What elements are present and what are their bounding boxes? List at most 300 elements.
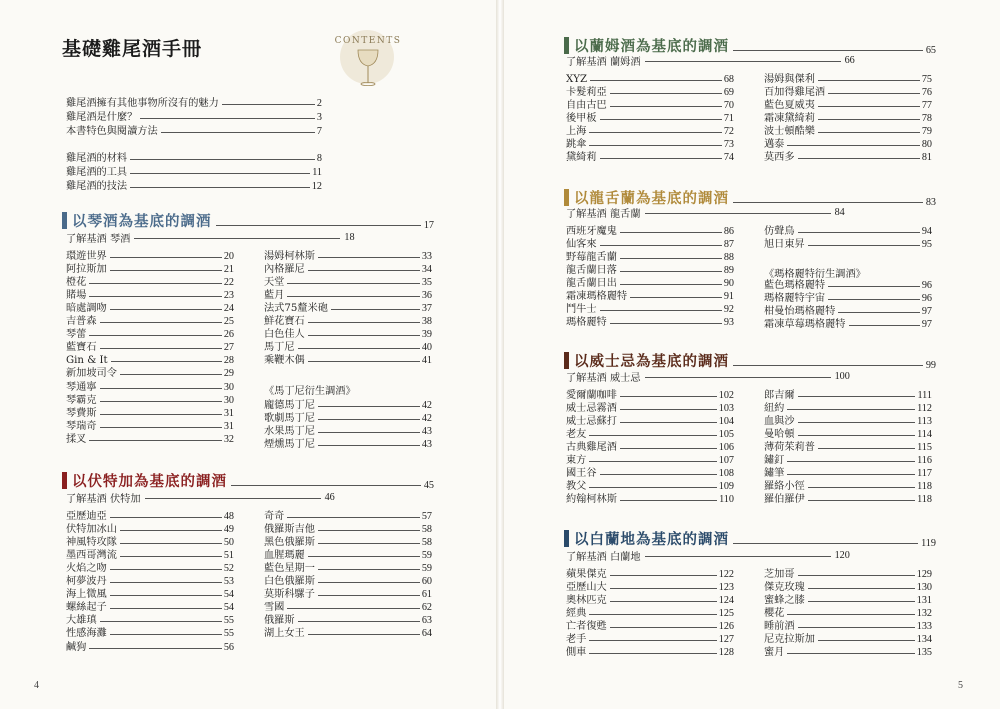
toc-entry <box>66 315 234 328</box>
entry-page: 59 <box>421 563 432 575</box>
leader-line <box>318 530 420 531</box>
entry-page: 56 <box>223 641 234 653</box>
toc-entry <box>66 575 234 588</box>
entry-label: 琴瑞奇 <box>66 420 97 432</box>
toc-entry <box>764 279 932 292</box>
base-spirit-page: 84 <box>834 206 845 218</box>
entry-page: 54 <box>223 602 234 614</box>
left-page <box>0 0 496 709</box>
entry-page: 61 <box>421 589 432 601</box>
entry-label: 奇奇 <box>264 511 285 522</box>
leader-line <box>287 283 419 284</box>
toc-entry <box>764 441 932 454</box>
leader-line <box>89 648 221 649</box>
leader-line <box>589 653 716 654</box>
entry-label: 雞尾酒擁有其他事物所沒有的魅力 <box>66 98 219 109</box>
toc-entry <box>264 341 432 354</box>
toc-entry <box>566 402 734 415</box>
leader-line <box>808 500 915 501</box>
leader-line <box>787 614 914 615</box>
entry-page: 59 <box>421 550 432 562</box>
entry-page: 108 <box>718 468 734 480</box>
leader-line <box>287 517 419 518</box>
section-title: 以伏特加為基底的調酒 <box>72 472 227 490</box>
entry-page: 69 <box>723 87 734 99</box>
entry-label: 俄羅斯 <box>264 615 295 627</box>
toc-entry <box>66 289 234 302</box>
toc-entry <box>264 399 432 412</box>
toc-entry <box>264 315 432 328</box>
entry-page: 48 <box>223 511 234 522</box>
leader-line <box>818 119 920 120</box>
entry-page: 33 <box>421 251 432 262</box>
entry-page: 34 <box>421 264 432 276</box>
page-number-left: 4 <box>34 680 39 691</box>
leader-line <box>110 569 222 570</box>
section-heading-gin <box>62 209 434 231</box>
entry-label: 白色俄羅斯 <box>264 576 315 588</box>
entry-page: 49 <box>223 524 234 536</box>
base-spirit-entry <box>566 53 855 67</box>
entry-page: 57 <box>421 511 432 522</box>
entry-label: 龍舌蘭日落 <box>566 265 617 277</box>
entry-page: 38 <box>421 316 432 328</box>
entry-page: 109 <box>718 481 734 493</box>
section-page: 119 <box>921 537 936 549</box>
base-spirit-label: 了解基酒 龍舌蘭 <box>566 208 641 220</box>
entry-label: 本書特色與閱讀方法 <box>66 126 158 137</box>
section-color-bar <box>564 189 569 206</box>
toc-entry <box>764 581 932 594</box>
toc-entry <box>566 454 734 467</box>
toc-entry <box>764 428 932 441</box>
leader-line <box>100 621 222 622</box>
entry-page: 58 <box>421 537 432 549</box>
entry-label: 藍寶石 <box>66 342 97 354</box>
toc-entry <box>566 568 734 581</box>
entry-page: 64 <box>421 628 432 640</box>
leader-line <box>808 245 920 246</box>
section-page: 65 <box>925 44 936 56</box>
leader-line <box>818 132 920 133</box>
toc-entry <box>66 601 234 614</box>
entry-label: 螺絲起子 <box>66 602 107 614</box>
entry-label: 伏特加冰山 <box>66 524 117 536</box>
toc-entry <box>566 125 734 138</box>
toc-entry <box>764 480 932 493</box>
section-color-bar <box>62 212 67 229</box>
entry-label: 邁泰 <box>764 139 785 151</box>
entry-label: 雞尾酒是什麼？ <box>66 112 138 123</box>
entry-page: 91 <box>723 291 734 303</box>
entry-page: 110 <box>719 494 734 506</box>
leader-line <box>130 173 310 174</box>
entry-label: 側車 <box>566 647 587 659</box>
entry-label: 自由古巴 <box>566 100 607 112</box>
entry-page: 60 <box>421 576 432 588</box>
entry-page: 79 <box>921 126 932 138</box>
leader-line <box>100 388 222 389</box>
toc-entry <box>66 420 234 433</box>
entry-label: 黑色俄羅斯 <box>264 537 315 549</box>
toc-entry <box>566 264 734 277</box>
entry-page: 77 <box>921 100 932 112</box>
entry-label: 揉叉 <box>66 433 87 445</box>
leader-line <box>120 543 222 544</box>
toc-entry <box>66 549 234 562</box>
entry-page: 126 <box>718 621 734 633</box>
toc-entry <box>264 289 432 302</box>
toc-entry <box>566 151 734 164</box>
entry-page: 53 <box>223 576 234 588</box>
entry-label: XYZ <box>566 74 588 85</box>
leader-line <box>308 556 420 557</box>
base-spirit-page: 66 <box>844 54 855 66</box>
entry-label: 黛綺莉 <box>566 152 597 164</box>
entry-label: 瑪格麗特宇宙 <box>764 293 826 305</box>
leader-line <box>100 414 222 415</box>
entry-page: 55 <box>223 615 234 627</box>
entry-label: 賭場 <box>66 290 87 302</box>
entry-page: 42 <box>421 413 432 425</box>
leader-line <box>589 461 716 462</box>
entry-page: 20 <box>223 251 234 262</box>
toc-entry <box>764 607 932 620</box>
entry-page: 125 <box>718 608 734 620</box>
entry-label: 睡前酒 <box>764 621 795 633</box>
toc-entry <box>764 292 932 305</box>
entry-label: 湖上女王 <box>264 628 305 640</box>
entry-label: 血腥瑪麗 <box>264 550 305 562</box>
base-spirit-label: 了解基酒 伏特加 <box>66 493 141 505</box>
toc-entry <box>764 112 932 125</box>
base-spirit-label: 了解基酒 威士忌 <box>566 372 641 384</box>
toc-entry <box>264 536 432 549</box>
leader-line <box>110 517 222 518</box>
entry-label: 吉普森 <box>66 316 97 328</box>
entry-page: 73 <box>723 139 734 151</box>
entry-page: 35 <box>421 277 432 289</box>
entry-page: 70 <box>723 100 734 112</box>
leader-line <box>110 270 222 271</box>
leader-line <box>140 118 315 119</box>
entry-label: 藍色瑪格麗特 <box>764 280 826 291</box>
leader-line <box>838 312 920 313</box>
leader-line <box>798 435 916 436</box>
base-spirit-page: 18 <box>344 231 355 243</box>
entry-page: 22 <box>223 277 234 289</box>
leader-line <box>145 498 321 499</box>
leader-line <box>610 323 722 324</box>
toc-entry <box>264 276 432 289</box>
leader-line <box>733 543 918 544</box>
leader-line <box>620 232 722 233</box>
toc-entry <box>566 620 734 633</box>
entry-label: 柑曼怡瑪格麗特 <box>764 306 836 318</box>
section-title: 以蘭姆酒為基底的調酒 <box>574 37 729 55</box>
entry-page: 31 <box>223 420 234 432</box>
leader-line <box>318 419 420 420</box>
toc-entry <box>764 125 932 138</box>
leader-line <box>787 461 915 462</box>
entry-page: 71 <box>723 113 734 125</box>
entry-page: 32 <box>223 433 234 445</box>
entry-page: 115 <box>917 442 932 454</box>
entry-page: 68 <box>723 74 734 85</box>
toc-entry <box>66 341 234 354</box>
entry-label: 曼哈頓 <box>764 429 795 441</box>
entry-label: 琴通寧 <box>66 381 97 393</box>
entry-label: 蜜蜂之膝 <box>764 595 805 607</box>
page-number-right: 5 <box>958 680 963 691</box>
leader-line <box>808 487 915 488</box>
entry-page: 42 <box>421 400 432 411</box>
leader-line <box>600 158 722 159</box>
entry-page: 134 <box>916 634 932 646</box>
entry-label: 大雄瑱 <box>66 615 97 627</box>
toc-entry <box>566 594 734 607</box>
toc-entry <box>764 454 932 467</box>
leader-line <box>318 595 420 596</box>
entry-page: 81 <box>921 152 932 164</box>
entry-label: 櫻花 <box>764 608 785 620</box>
entry-page: 129 <box>916 569 932 580</box>
leader-line <box>111 361 222 362</box>
leader-line <box>630 297 722 298</box>
leader-line <box>600 245 722 246</box>
leader-line <box>318 406 420 407</box>
entry-label: 亡者復甦 <box>566 621 607 633</box>
leader-line <box>318 582 420 583</box>
entry-page: 7 <box>316 126 322 137</box>
entry-label: 傑克玫瑰 <box>764 582 805 594</box>
section-page: 83 <box>925 196 936 208</box>
entry-page: 116 <box>917 455 932 467</box>
entry-page: 58 <box>421 524 432 536</box>
leader-line <box>318 569 420 570</box>
entry-page: 128 <box>718 647 734 659</box>
toc-entry <box>566 99 734 112</box>
toc-entry <box>264 588 432 601</box>
toc-entry <box>566 441 734 454</box>
entry-page: 8 <box>316 153 322 164</box>
leader-line <box>787 409 915 410</box>
entry-page: 105 <box>718 429 734 441</box>
leader-line <box>222 104 315 105</box>
toc-entry <box>764 415 932 428</box>
entry-label: 跳傘 <box>566 139 587 151</box>
toc-entry <box>66 354 234 367</box>
base-spirit-entry <box>566 548 850 562</box>
page-title: 基礎雞尾酒手冊 <box>62 38 203 60</box>
entry-label: 紐約 <box>764 403 785 415</box>
entry-label: 威士忌霧酒 <box>566 403 617 415</box>
toc-entry <box>264 601 432 614</box>
toc-entry <box>66 614 234 627</box>
leader-line <box>589 640 716 641</box>
leader-line <box>110 608 222 609</box>
section-title: 以龍舌蘭為基底的調酒 <box>574 189 729 207</box>
entry-label: 約翰柯林斯 <box>566 494 617 506</box>
entry-label: 藍月 <box>264 290 285 302</box>
leader-line <box>808 601 915 602</box>
leader-line <box>645 61 841 62</box>
leader-line <box>787 653 914 654</box>
toc-entry <box>66 263 234 276</box>
toc-entry <box>66 588 234 601</box>
toc-entry <box>66 562 234 575</box>
leader-line <box>828 299 920 300</box>
entry-page: 43 <box>421 426 432 438</box>
entry-label: 奧林匹克 <box>566 595 607 607</box>
entry-page: 51 <box>223 550 234 562</box>
toc-entry <box>66 641 234 654</box>
entry-label: 火焰之吻 <box>66 563 107 575</box>
entry-page: 89 <box>723 265 734 277</box>
derived-group-label: 《馬丁尼衍生調酒》 <box>264 386 356 397</box>
entry-label: 老手 <box>566 634 587 646</box>
toc-entry <box>764 73 932 86</box>
section-color-bar <box>62 472 67 489</box>
leader-line <box>620 409 717 410</box>
leader-line <box>231 485 421 486</box>
toc-entry <box>566 277 734 290</box>
entry-page: 133 <box>916 621 932 633</box>
entry-page: 21 <box>223 264 234 276</box>
toc-entry <box>264 627 432 640</box>
entry-page: 131 <box>916 595 932 607</box>
entry-label: 天堂 <box>264 277 285 289</box>
entry-page: 30 <box>223 394 234 406</box>
leader-line <box>89 440 221 441</box>
leader-line <box>787 474 915 475</box>
entry-label: 鮮花寶石 <box>264 316 305 328</box>
leader-line <box>110 309 222 310</box>
cocktail-glass-icon <box>355 48 381 88</box>
leader-line <box>589 435 716 436</box>
leader-line <box>89 335 221 336</box>
leader-line <box>733 365 923 366</box>
entry-label: 雞尾酒的材料 <box>66 153 128 164</box>
toc-entry <box>764 646 932 659</box>
leader-line <box>798 396 916 397</box>
section-color-bar <box>564 530 569 547</box>
section-page: 17 <box>423 219 434 231</box>
entry-label: 水果馬丁尼 <box>264 426 315 438</box>
entry-label: 古典雞尾酒 <box>566 442 617 454</box>
toc-entry <box>66 328 234 341</box>
leader-line <box>798 158 920 159</box>
leader-line <box>589 132 721 133</box>
toc-entry <box>566 112 734 125</box>
leader-line <box>787 145 919 146</box>
leader-line <box>308 335 420 336</box>
section-page: 45 <box>423 479 434 491</box>
toc-entry <box>264 549 432 562</box>
section-title: 以白蘭地為基底的調酒 <box>574 530 729 548</box>
leader-line <box>849 325 920 326</box>
leader-line <box>798 575 915 576</box>
entry-page: 90 <box>723 278 734 290</box>
leader-line <box>828 93 920 94</box>
leader-line <box>620 271 722 272</box>
leader-line <box>100 401 222 402</box>
leader-line <box>308 270 420 271</box>
base-spirit-entry <box>66 230 355 244</box>
entry-label: 霜凍黛綺莉 <box>764 113 815 125</box>
entry-label: 俄羅斯吉他 <box>264 524 315 536</box>
entry-label: 亞歷迪亞 <box>66 511 107 522</box>
entry-label: 莫西多 <box>764 152 795 164</box>
leader-line <box>120 374 222 375</box>
toc-entry <box>264 438 432 451</box>
base-spirit-page: 120 <box>834 549 850 561</box>
entry-page: 97 <box>921 306 932 318</box>
entry-page: 87 <box>723 239 734 251</box>
entry-page: 127 <box>718 634 734 646</box>
leader-line <box>161 132 315 133</box>
toc-entry <box>66 250 234 263</box>
entry-label: 白色佳人 <box>264 329 305 341</box>
entry-page: 3 <box>316 112 322 123</box>
toc-entry <box>566 428 734 441</box>
toc-entry <box>764 138 932 151</box>
toc-entry <box>66 407 234 420</box>
leader-line <box>110 595 222 596</box>
entry-page: 118 <box>917 494 932 506</box>
leader-line <box>808 588 915 589</box>
base-spirit-entry <box>66 490 335 504</box>
leader-line <box>318 445 420 446</box>
entry-label: 海上微風 <box>66 589 107 601</box>
entry-page: 96 <box>921 293 932 305</box>
toc-entry <box>566 480 734 493</box>
leader-line <box>287 296 419 297</box>
entry-page: 74 <box>723 152 734 164</box>
entry-label: 歌劇馬丁尼 <box>264 413 315 425</box>
entry-page: 50 <box>223 537 234 549</box>
entry-label: 環遊世界 <box>66 251 107 262</box>
toc-entry <box>566 73 734 86</box>
entry-label: 愛爾蘭咖啡 <box>566 390 617 401</box>
entry-page: 72 <box>723 126 734 138</box>
leader-line <box>818 106 920 107</box>
entry-label: 威士忌蘇打 <box>566 416 617 428</box>
leader-line <box>600 119 722 120</box>
toc-entry <box>566 238 734 251</box>
leader-line <box>589 614 716 615</box>
entry-page: 124 <box>718 595 734 607</box>
section-heading-vodka <box>62 469 434 491</box>
leader-line <box>645 377 831 378</box>
entry-label: 鬥牛士 <box>566 304 597 316</box>
toc-entry <box>566 493 734 506</box>
entry-page: 80 <box>921 139 932 151</box>
entry-label: 卡髮莉亞 <box>566 87 607 99</box>
entry-label: 琴霸克 <box>66 394 97 406</box>
toc-entry <box>764 402 932 415</box>
toc-entry <box>264 302 432 315</box>
toc-entry <box>764 225 932 238</box>
derived-group-label: 《瑪格麗特衍生調酒》 <box>764 269 866 280</box>
leader-line <box>645 556 831 557</box>
leader-line <box>645 213 831 214</box>
toc-entry <box>66 381 234 394</box>
toc-entry <box>764 86 932 99</box>
leader-line <box>733 202 923 203</box>
section-page: 99 <box>925 359 936 371</box>
entry-page: 11 <box>312 167 322 178</box>
